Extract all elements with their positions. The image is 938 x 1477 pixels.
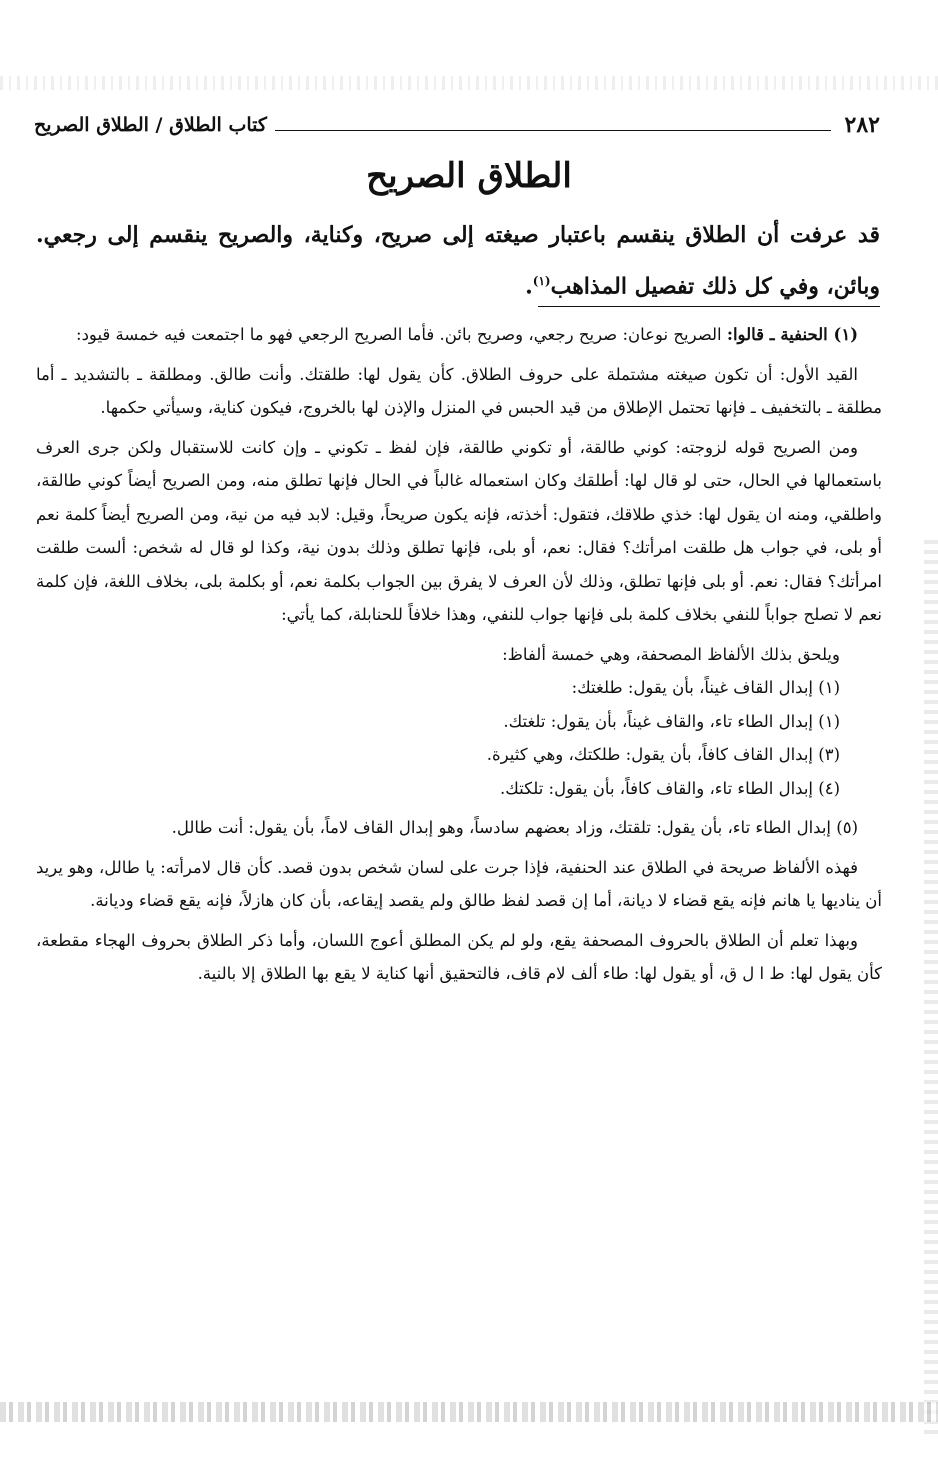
section-title: الطلاق الصريح — [366, 156, 572, 196]
list-item: (٣) إبدال القاف كافاً، بأن يقول: طلكتك، وهي كثيرة. — [486, 745, 840, 764]
page-number: ٢٨٢ — [844, 112, 880, 138]
running-header — [34, 108, 880, 142]
note-paragraph: وبهذا تعلم أن الطلاق بالحروف المصحفة يقع، ولو لم يكن المطلق أعوج اللسان، وأما ذكر الطلاق بحروف الهجاء مقطعة، كأن يقول لها: ط ا ل ق، أو يقول لها: طاء ألف لام قاف، فالتحقيق أنها كناية لا يقع بها الطلاق إلا بالنية. — [36, 930, 882, 983]
list-item: (٥) إبدال الطاء تاء، بأن يقول: تلقتك، وزاد بعضهم سادساً، وهو إبدال القاف لاماً، بأن يقول: أنت طالل. — [171, 818, 858, 837]
list-item: (٤) إبدال الطاء تاء، والقاف كافاً، بأن يقول: تلكتك. — [500, 778, 840, 798]
footnote-divider — [538, 306, 880, 307]
running-title: كتاب الطلاق / الطلاق الصريح — [34, 114, 267, 136]
list-item: (١) إبدال الطاء تاء، والقاف غيناً، بأن يقول: تلغتك. — [503, 711, 840, 731]
intro-text: قد عرفت أن الطلاق ينقسم باعتبار صيغته إلى صريح، وكناية، والصريح ينقسم إلى رجعي. وبائن، وفي كل ذلك تفصيل المذاهب — [36, 222, 880, 300]
scan-noise-top — [0, 76, 938, 90]
note-text: الصريح نوعان: صريح رجعي، وصريح بائن. فأما الصريح الرجعي فهو ما اجتمعت فيه خمسة قيود: — [76, 325, 727, 344]
scan-noise-bottom — [0, 1402, 938, 1422]
footnote-ref: (١) — [532, 274, 551, 288]
scan-noise-right — [924, 540, 938, 1440]
intro-end: . — [525, 273, 533, 300]
note-paragraph: فهذه الألفاظ صريحة في الطلاق عند الحنفية، فإذا جرت على لسان شخص بدون قصد. كأن قال لامرأته: يا طالل، وهو يريد أن يناديها يا هانم فإنه يقع قضاء لا ديانة، أما إن قصد لفظ طالق ولم يقصد إيقاعه، بأن كان هازلاً، فإنه يقع قضاء وديانة. — [36, 857, 882, 910]
note-label: (١) الحنفية ـ قالوا: — [726, 325, 858, 344]
note-paragraph: القيد الأول: أن تكون صيغته مشتملة على حروف الطلاق. كأن يقول لها: طلقتك. وأنت طالق. ومطلقة ـ بالتشديد ـ أما مطلقة ـ بالتخفيف ـ فإنها تحتمل الإطلاق من قيد الحبس في المنزل والإذن لها بالخروج، فيكون كناية، وسيأتي حكمها. — [36, 364, 882, 417]
list-item: (١) إبدال القاف غيناً، بأن يقول: طلغتك: — [571, 678, 840, 697]
header-rule — [275, 130, 831, 131]
note-paragraph: ومن الصريح قوله لزوجته: كوني طالقة، أو تكوني طالقة، فإن لفظ ـ تكوني ـ وإن كانت للاستقبال ولكن جرى العرف باستعمالها في الحال، حتى لو قال لها: أطلقك وكان استعماله غالباً في الحال فإنها تطلق منه، ومن الصريح أيضاً كوني طالقة، واطلقي، ومنه ان يقول لها: خذي طلاقك، فتقول: أخذته، فإنه يكون صريحاً، وقيل: لابد فيه من نية، ومن الصريح أيضاً كلمة نعم أو بلى، في جواب هل طلقت امرأتك؟ فقال: نعم، أو بلى، فإنها تطلق وذلك بدون نية، وكذا لو قال له شخص: ألست طلقت امرأتك؟ فقال: نعم. أو بلى فإنها تطلق، وذلك لأن العرف لا يفرق بين الجواب بكلمة نعم، أو بكلمة بلى، بخلاف اللغة، فإن كلمة نعم لا تصلح جواباً للنفي بخلاف كلمة بلى فإنها جواب للنفي، وهذا خلافاً للحنابلة، كما يأتي: — [36, 437, 882, 624]
intro-paragraph — [36, 212, 880, 309]
footnotes — [36, 318, 882, 997]
note-paragraph: ويلحق بذلك الألفاظ المصحفة، وهي خمسة ألفاظ: — [502, 644, 840, 664]
note-paragraph — [36, 318, 882, 352]
